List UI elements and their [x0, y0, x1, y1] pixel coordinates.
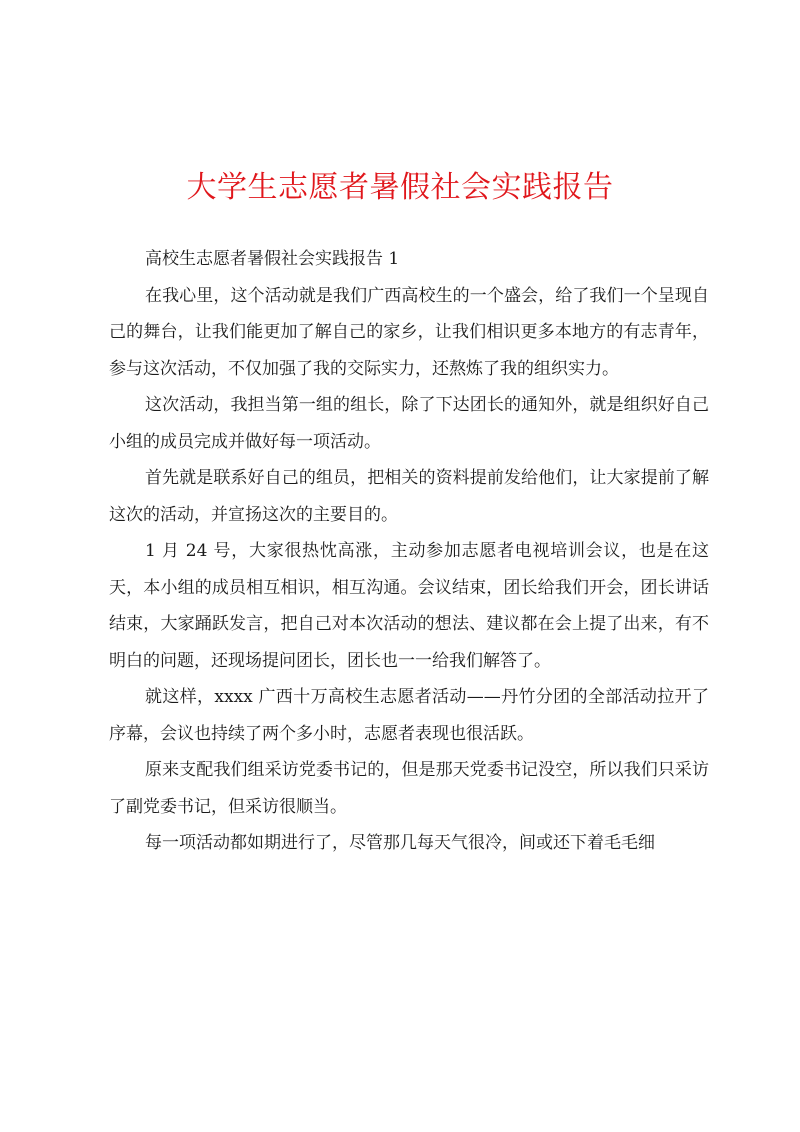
paragraph-7: 每一项活动都如期进行了，尽管那几每天气很冷，间或还下着毛毛细 — [145, 833, 655, 853]
section-heading: 高校生志愿者暑假社会实践报告 1 — [145, 249, 400, 269]
paragraph-4: 1 月 24 号，大家很热忱高涨，主动参加志愿者电视培训会议，也是在这天，本小组的成员相互相识，相互沟通。会议结束，团长给我们开会，团长讲话结束，大家踊跃发言，把自己对本次活动的想法、建议都在会上提了出来，有不明白的问题，还现场提问团长，团长也一一给我们解答了。 — [109, 541, 709, 671]
paragraph-1: 在我心里，这个活动就是我们广西高校生的一个盛会，给了我们一个呈现自己的舞台，让我们能更加了解自己的家乡，让我们相识更多本地方的有志青年，参与这次活动，不仅加强了我的交际实力，还熬炼了我的组织实力。 — [109, 285, 709, 379]
paragraph-3: 首先就是联系好自己的组员，把相关的资料提前发给他们，让大家提前了解这次的活动，并宣扬这次的主要目的。 — [109, 468, 709, 525]
document-title: 大学生志愿者暑假社会实践报告 — [186, 170, 614, 205]
paragraph-5: 就这样，xxxx 广西十万高校生志愿者活动——丹竹分团的全部活动拉开了序幕，会议也持续了两个多小时，志愿者表现也很活跃。 — [109, 687, 709, 744]
paragraph-6: 原来支配我们组采访党委书记的，但是那天党委书记没空，所以我们只采访了副党委书记，但采访很顺当。 — [109, 760, 709, 817]
document-body — [109, 241, 709, 862]
paragraph-2: 这次活动，我担当第一组的组长，除了下达团长的通知外，就是组织好自己小组的成员完成并做好每一项活动。 — [109, 395, 709, 452]
